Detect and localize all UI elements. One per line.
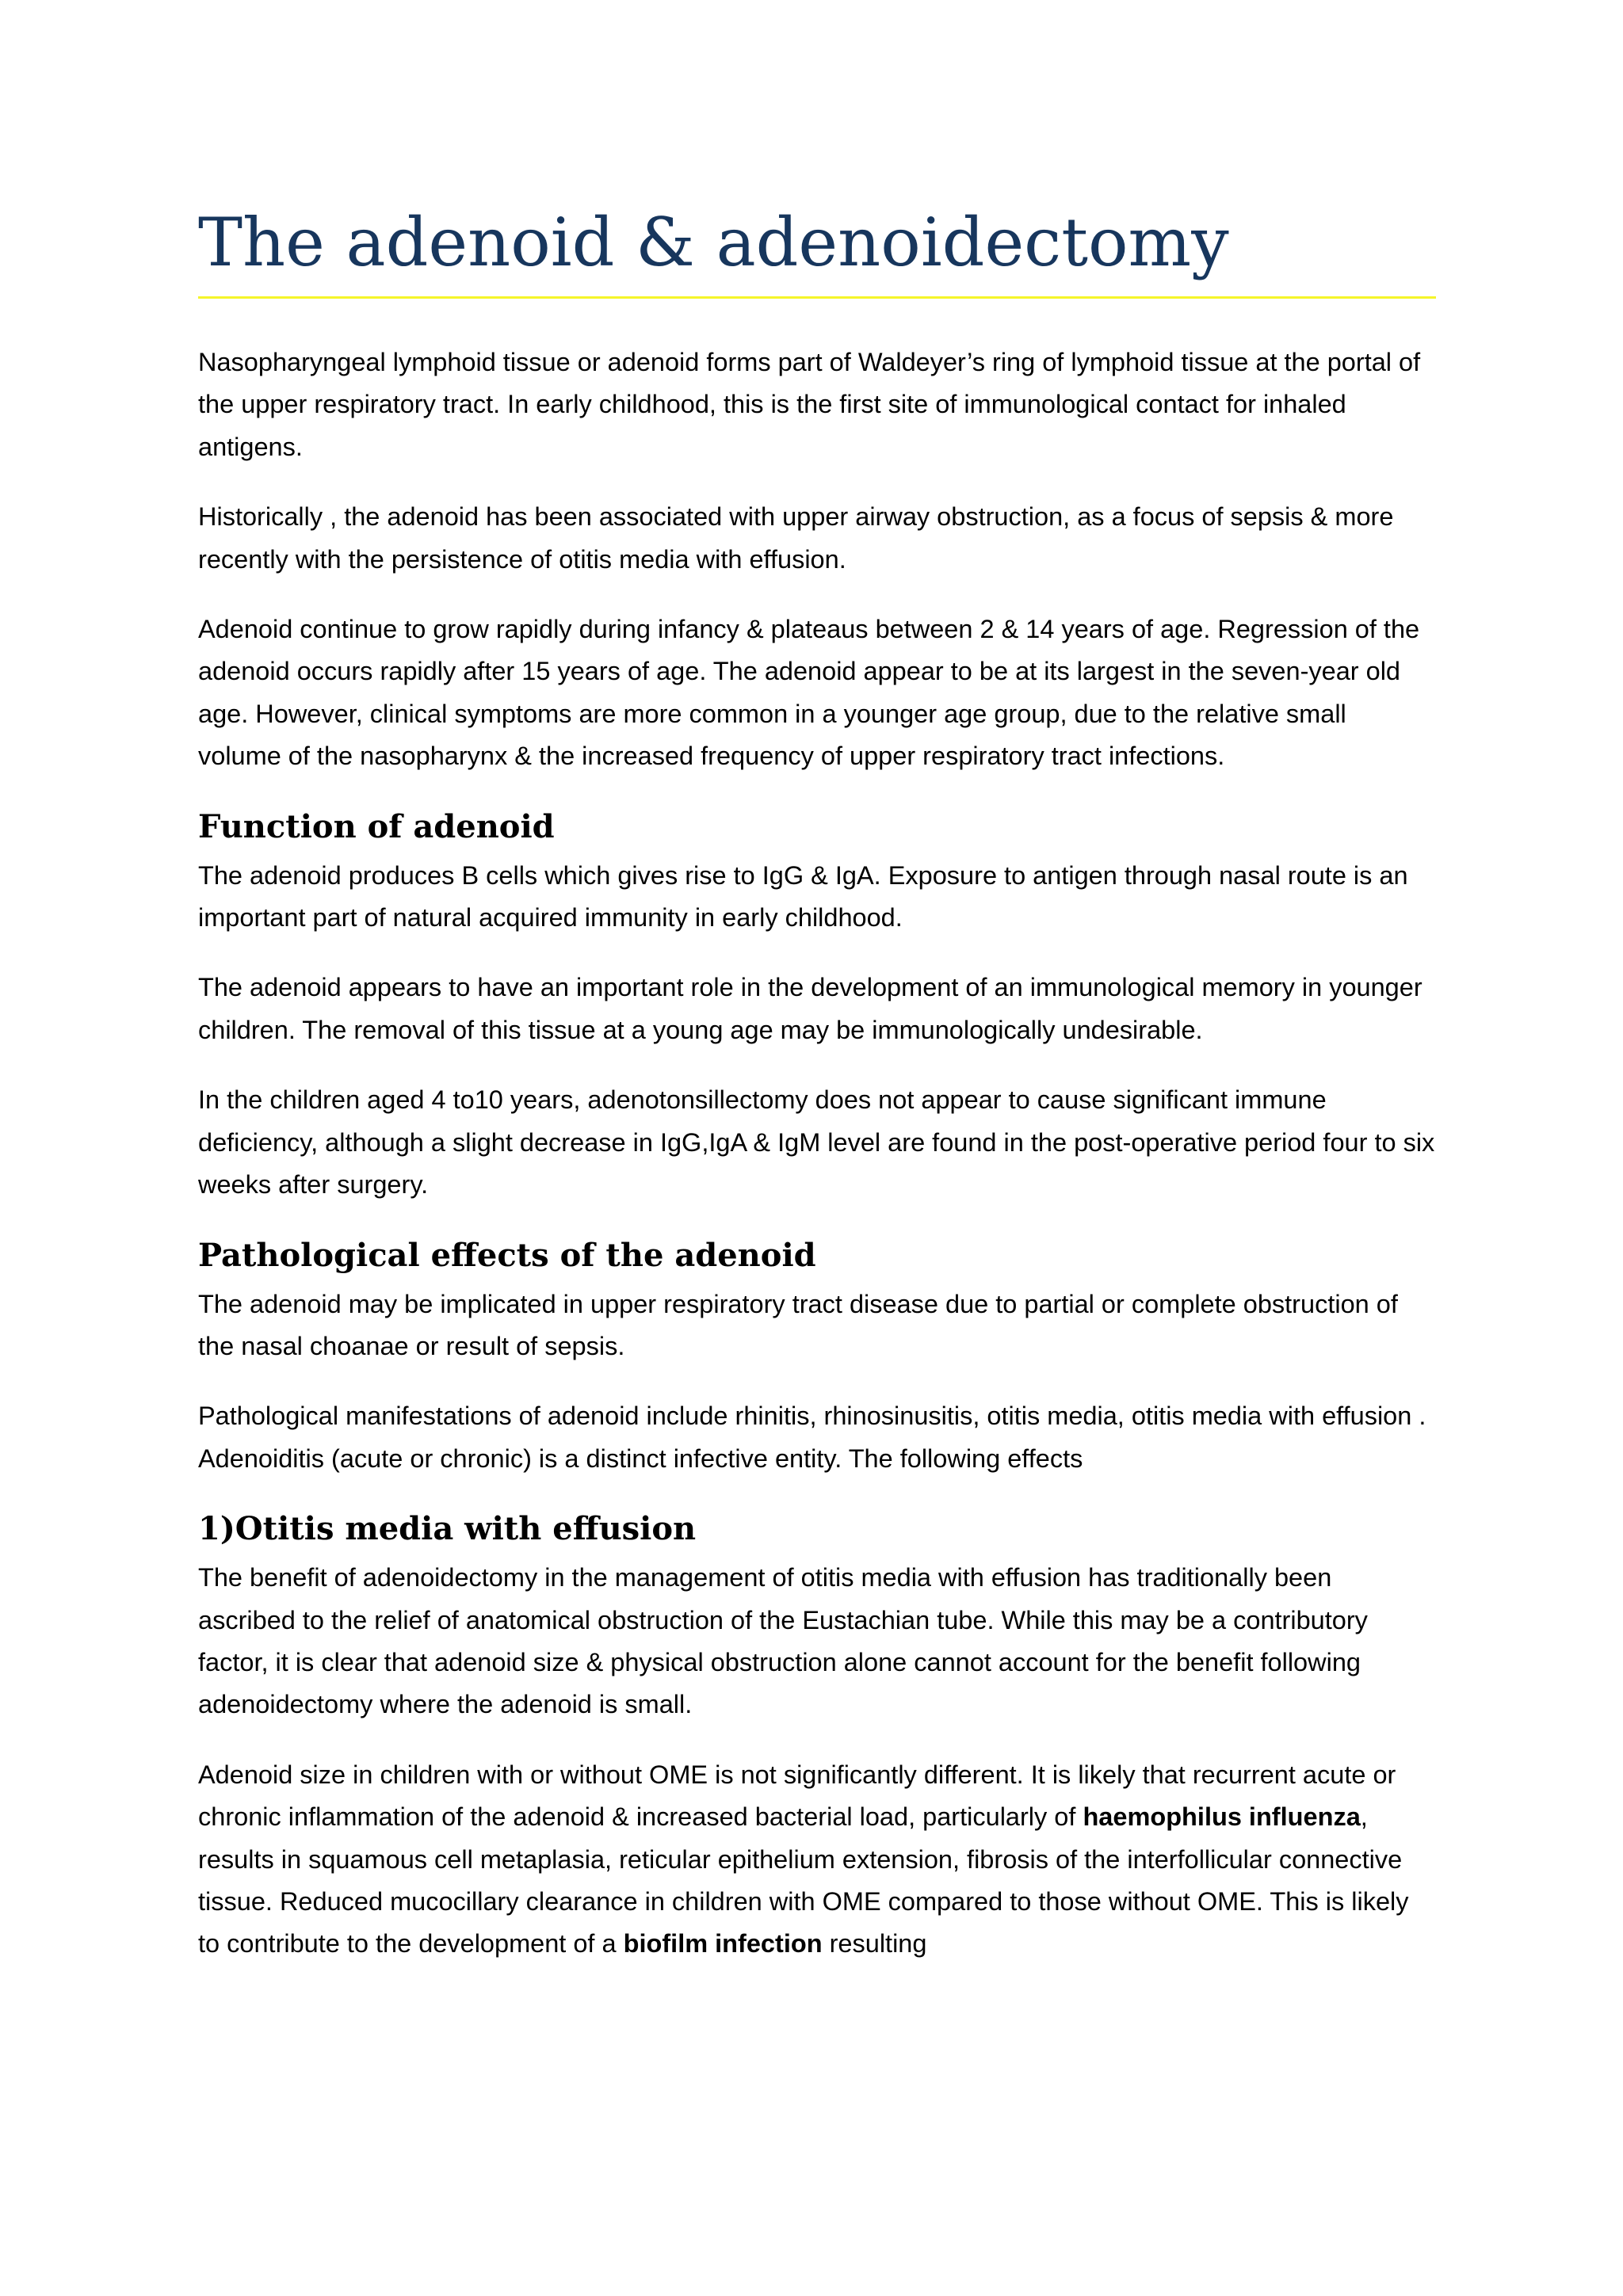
intro-paragraph: Nasopharyngeal lymphoid tissue or adenoid forms part of Waldeyer’s ring of lymphoid tissue at the portal of the upper respiratory tract. In early childhood, this is the first site of immunological contact for inhaled antigens. [198, 348, 1421, 461]
function-paragraph: The adenoid produces B cells which gives rise to IgG & IgA. Exposure to antigen through nasal route is an important part of natural acquired immunity in early childhood. [198, 860, 1408, 933]
document-body [198, 198, 1436, 1966]
text-run: Adenoid size in children with or without OME is not significantly different. It is likely that recurrent acute or chronic inflammation of the adenoid & increased bacterial load, particularly of [198, 1760, 1396, 1832]
otitis-paragraph-emphasis [198, 1754, 1436, 1966]
section-heading-function: Function of adenoid [198, 807, 555, 845]
bold-term-biofilm: biofilm infection [623, 1929, 823, 1958]
bold-term-haemophilus: haemophilus influenza [1083, 1802, 1361, 1832]
function-paragraph: The adenoid appears to have an important role in the development of an immunological memory in younger children. The removal of this tissue at a young age may be immunologically undesirable. [198, 973, 1423, 1044]
text-run: resulting [822, 1929, 927, 1958]
function-paragraph: In the children aged 4 to10 years, adenotonsillectomy does not appear to cause significant immune deficiency, although a slight decrease in IgG,IgA & IgM level are found in the post-operative period four to six weeks after surgery. [198, 1085, 1435, 1199]
page-title: The adenoid & adenoidectomy [198, 198, 1436, 299]
section-heading-otitis: 1)Otitis media with effusion [198, 1510, 697, 1548]
section-heading-pathological: Pathological effects of the adenoid [198, 1236, 816, 1274]
pathological-paragraph: The adenoid may be implicated in upper respiratory tract disease due to partial or complete obstruction of the nasal choanae or result of sepsis. [198, 1289, 1398, 1360]
intro-paragraph: Historically , the adenoid has been associated with upper airway obstruction, as a focus of sepsis & more recently with the persistence of otitis media with effusion. [198, 502, 1394, 574]
otitis-paragraph: The benefit of adenoidectomy in the management of otitis media with effusion has traditionally been ascribed to the relief of anatomical obstruction of the Eustachian tube. While this may be a contributory factor, it is clear that adenoid size & physical obstruction alone cannot account for the benefit following adenoidectomy where the adenoid is small. [198, 1563, 1368, 1719]
intro-paragraph: Adenoid continue to grow rapidly during infancy & plateaus between 2 & 14 years of age. Regression of the adenoid occurs rapidly after 15 years of age. The adenoid appear to be at its largest in the seven-year old age. However, clinical symptoms are more common in a younger age group, due to the relative small volume of the nasopharynx & the increased frequency of upper respiratory tract infections. [198, 615, 1420, 771]
text-run: , results in squamous cell metaplasia, reticular epithelium extension, fibrosis of the interfollicular connective tissue. Reduced mucocillary clearance in children with OME compared to those without OME. This is likely to contribute to the development of a [198, 1802, 1409, 1958]
pathological-paragraph: Pathological manifestations of adenoid include rhinitis, rhinosinusitis, otitis media, otitis media with effusion . Adenoiditis (acute or chronic) is a distinct infective entity. The following effects [198, 1402, 1426, 1473]
